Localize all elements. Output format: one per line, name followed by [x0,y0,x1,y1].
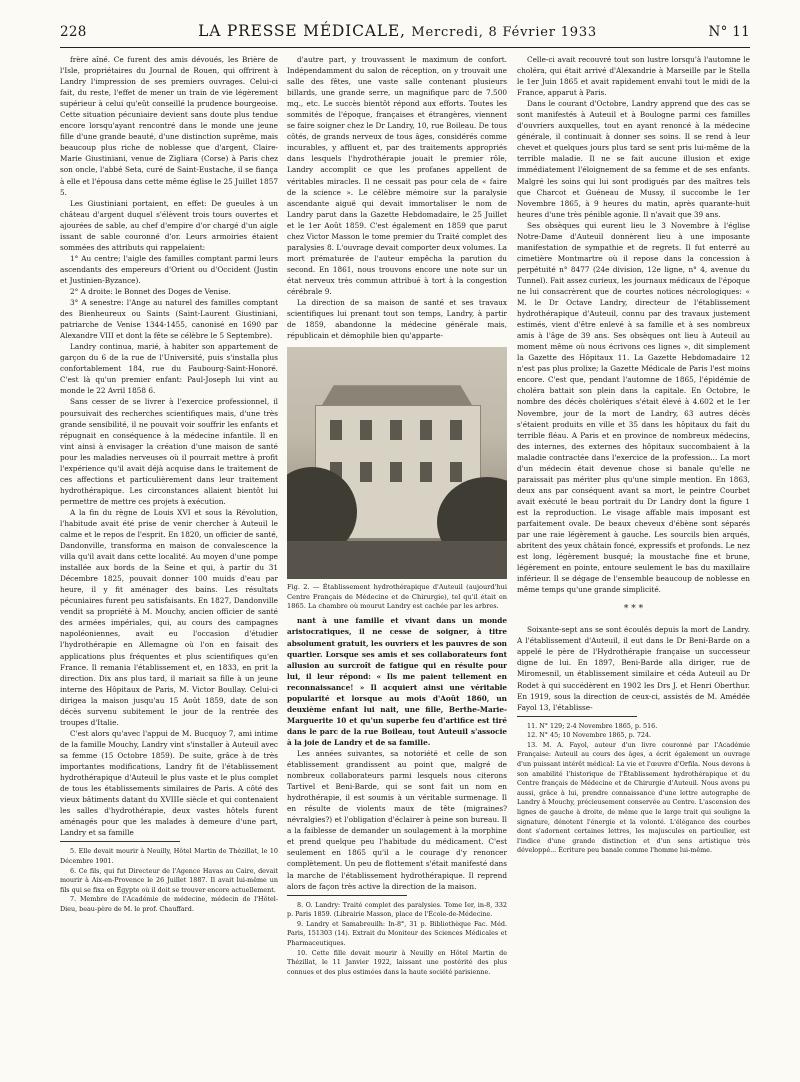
column-middle [287,54,507,1076]
paragraph: 2° A droite: le Bonnet des Doges de Venise. [70,286,231,296]
column-right-footnotes [517,722,750,856]
paragraph: 1° Au centre; l'aigle des familles comptant parmi leurs ascendants des empereurs d'Orient ou d'Occident (Justin et Justinien-Byzance). [60,253,278,285]
figure-caption: Fig. 2. — Établissement hydrothérapique d'Auteuil (aujourd'hui Centre Français de Médecine et de Chirurgie), tel qu'il était en 1865. La chambre où mourut Landry est cachée par les arbres. [287,583,507,611]
footnote: 8. O. Landry: Traité complet des paralysies. Tome Ier, in-8, 332 p. Paris 1859. (Librairie Masson, place de l'École-de-Médecine. [287,900,507,919]
journal-title [198,22,597,40]
column-middle-footnotes [287,901,507,978]
footnote: 7. Membre de l'Académie de médecine, médecin de l'Hôtel-Dieu, beau-père de M. le prof. Chauffard. [60,895,278,913]
issue-date: Mercredi, 8 Février 1933 [411,25,598,40]
paragraph: Landry continua, marié, à habiter son appartement de garçon du 6 de la rue de l'Université, puis s'installa plus confortablement 184, rue du Faubourg-Saint-Honoré. C'est là qu'un premier enfant: Paul-Joseph lui vint au monde le 22 Avril 1858 6. [60,342,278,396]
footnote-divider [60,841,180,842]
column-right-text [517,54,750,595]
paragraph: C'est alors qu'avec l'appui de M. Bucquoy 7, ami intime de la famille Mouchy, Landry vint s'installer à Auteuil avec sa femme (15 Octobre 1859). De suite, grâce à de très importantes modifications, Landry fit de l'établissement hydrothérapique d'Auteuil le plus vaste et le plus complet de tous les établissements similaires de Paris. A côté des vieux bâtiments datant du XVIIIe siècle et qui contenaient les salles d'hydrothérapie, deux vastes hôtels furent aménagés pour que les malades à demeure d'une part, Landry et sa famille [60,728,278,838]
header-divider [60,47,750,48]
paragraph: Soixante-sept ans se sont écoulés depuis la mort de Landry. A l'établissement d'Auteuil, il eut dans le Dr Beni-Barde on a appelé le père de l'Hydrothérapie française un successeur digne de lui. En 1897, Beni-Barde alla diriger, rue de Miromesnil, un établissement similaire et céda Auteuil au Dr Rodet à qui succédèrent en 1902 les Drs J. et Henri Oberthur. En 1919, sous la direction de ceux-ci, assistés de M. Amédée Fayol 13, l'établisse- [517,625,750,712]
paragraph: Celle-ci avait recouvré tout son lustre lorsqu'à l'automne le choléra, qui était arrivé d'Alexandrie à Marseille par le Stella le 1er Juin 1865 et avait rapidement envahi tout le midi de la France, apparut à Paris. [517,55,750,98]
page-number: 228 [60,24,87,40]
section-separator: * * * [623,604,644,615]
paragraph: A la fin du règne de Louis XVI et sous la Révolution, l'habitude avait été prise de venir chercher à Auteuil le calme et le repos de l'esprit. En 1820, un officier de santé, Dandonville, transforma en maison de convalescence la villa qu'il avait dans cette localité. Au moyen d'une pompe installée aux bords de la Seine et qui, à partir du 31 Décembre 1825, pouvait donner 100 muids d'eau par heure, il y fit aménager des bains. Les résultats pécuniaires furent peu satisfaisants. En 1827, Dandonville vendit sa propriété à M. Mouchy, ancien officier de santé des armées impériales, qui, au cours des campagnes napoléoniennes, avait eu l'occasion d'étudier l'hydrothérapie en Allemagne où l'on en faisait des applications plus fréquentes et plus scientifiques qu'en France. Il remania l'établissement et, en 1833, en prit la direction. Dix ans plus tard, il mariait sa fille à un jeune interne des Hôpitaux de Paris, M. Victor Boullay. Celui-ci dirigea la maison jusqu'au 15 Août 1859, date de son décès survenu subitement le jour de la rentrée des troupes d'Italie. [60,507,278,727]
paragraph: frère aîné. Ce furent des amis dévoués, les Brière de l'Isle, propriétaires du Journal de Rouen, qui offrirent à Landry l'impression de ses premiers ouvrages. Celui-ci fait, du reste, l'effet de mener un train de vie légèrement supérieur à celui qu'eût conseillé la prudence bourgeoise. Cette situation pécuniaire devient sans doute plus tendue encore lorsqu'ayant rencontré dans le monde une jeune fille d'une grande beauté, d'une distinction suprême, mais beaucoup plus riche de noblesse que d'argent, Claire-Marie Giustiniani, venue de Zigliara (Corse) à Paris chez son oncle, l'abbé Seta, curé de Saint-Eustache, il se fiança à elle et l'épousa dans cette même église le 25 Juillet 1857 5. [60,55,278,197]
column-middle-text [287,54,507,341]
footnote: 13. M. A. Fayol, auteur d'un livre couronné par l'Académie Française: Auteuil au cours des âges, a écrit également un ouvrage d'un puissant intérêt médical: La vie et l'œuvre d'Orfila. Nous devons à son amabilité l'historique de l'Établissement hydrothérapique et du Centre français de Médecine et de Chirurgie d'Auteuil. Nous avons pu aussi, grâce à lui, prendre connaissance d'une lettre autographe de Landry à Mouchy, précieusement conservée au Centre. L'ascension des lignes de gauche à droite, de même que le large trait qui souligne la signature, dénotent l'énergie et la volonté. L'élégance des courbes dont s'adornent certaines lettres, les majuscules en particulier, est l'indice d'une grande distinction et d'un sens artistique très développé... Écriture peu banale comme l'homme lui-même. [517,740,750,855]
column-middle-bold-text [287,615,507,748]
paragraph: Les années suivantes, sa notoriété et celle de son établissement grandissent au point que, malgré de nombreux collaborateurs parmi lesquels nous citerons Tartivel et Beni-Barde, qui se sont fait un nom en hydrothérapie, il est soumis à un véritable surmenage. Il en résulte de violents maux de tête (migraines? névralgies?) et l'obligation d'éclairer à peine son bureau. Il a la faiblesse de demander un soulagement à la morphine et prend quelque peu l'habitude du médicament. C'est seulement en 1865 qu'il a le courage d'y renoncer complètement. Un peu de flottement s'était manifesté dans la marche de l'établissement hydrothérapique. Il reprend alors de façon très active la direction de la maison. [287,749,507,891]
footnote: 10. Cette fille devait mourir à Neuilly en Hôtel Martin de Thézillat, le 11 Janvier 1922, laissant une postérité des plus connues et des plus estimées dans la haute société parisienne. [287,948,507,976]
footnote-divider [287,895,407,896]
footnote: 9. Landry et Samabreuilh: In-8°, 31 p. Bibliothèque Fac. Méd. Paris, 151303 (14). Extrait du Moniteur des Sciences Médicales et Pharmaceutiques. [287,919,507,947]
paragraph: Dans le courant d'Octobre, Landry apprend que des cas se sont manifestés à Auteuil et à Boulogne parmi ces familles d'ouvriers auxquelles, tout en ayant renoncé à la médecine générale, il continuait à donner ses soins. Il se rend à leur chevet et quelques jours plus tard se sent pris lui-même de la terrible maladie. Il ne se fait aucune illusion et exige immédiatement l'éloignement de sa femme et de ses enfants. Malgré les soins qui lui sont prodigués par des maîtres tels que Charcot et Guéneau de Mussy, il succombe le 1er Novembre 1865, à 9 heures du matin, après quarante-huit heures d'une très pénible agonie. Il n'avait que 39 ans. [517,99,750,219]
journal-name: LA PRESSE MÉDICALE, [198,22,406,40]
photo-ground [287,541,507,579]
paragraph: d'autre part, y trouvassent le maximum de confort. Indépendamment du salon de réception, on y trouvait une salle des fêtes, une vaste salle contenant plusieurs billards, une grande serre, un magnifique parc de 7.500 mq., etc. Le succès bientôt répond aux efforts. Toutes les sommités de l'époque, françaises et étrangères, viennent se faire soigner chez le Dr Landry, 10, rue Boileau. De tous côtés, de grands nerveux de tous âges, considérés comme incurables, y affluent et, par des traitements appropriés dans lesquels l'hydrothérapie jouait le premier rôle, Landry accomplit ce que les profanes appellent de véritables miracles. Il ne cessait pas pour cela de « faire de la science ». Le célèbre mémoire sur la paralysie ascendante aiguë qui devait immortaliser le nom de Landry parut dans la Gazette Hebdomadaire, le 25 Juillet et le 1er Août 1859. C'est également en 1859 que parut chez Victor Masson le tome premier du Traité complet des paralysies 8. L'ouvrage devait comporter deux volumes. La mort prématurée de l'auteur empêcha la parution du second. En 1861, nous trouvons encore une note sur un état nerveux très commun attribué à tort à la congestion cérébrale 9. [287,55,507,296]
issue-number: N° 11 [708,24,750,40]
paragraph: nant à une famille et vivant dans un monde aristocratiques, il ne cesse de soigner, à titre absolument gratuit, les ouvriers et les pauvres de son quartier. Lorsque ses amis et ses collaborateurs font allusion au surcroît de fatigue qui en résulte pour lui, il leur répond: « Ils me paient tellement en reconnaissance! » Il acquiert ainsi une véritable popularité et lorsque au mois d'Août 1860, un deuxième enfant lui nait, une fille, Berthe-Marie-Marguerite 10 et qu'un superbe feu d'artifice est tiré dans le parc de la rue Boileau, tout Auteuil s'associe à la joie de Landry et de sa famille. [287,616,507,747]
column-right [517,54,750,1076]
column-middle-text-2 [287,748,507,892]
footnote: 11. N° 129; 2-4 Novembre 1865, p. 516. [527,721,658,730]
column-left-text [60,54,278,838]
paragraph: La direction de sa maison de santé et ses travaux scientifiques lui prenant tout son temps, Landry, à partir de 1859, abandonne la médecine générale mais, républicain et démophile bien qu'apparte- [287,298,507,341]
footnote: 12. N° 45; 10 Novembre 1865, p. 724. [527,731,652,740]
column-left-footnotes [60,847,278,914]
establishment-photo [287,347,507,579]
footnote-divider [517,716,637,717]
paragraph: 3° A senestre: l'Ange au naturel des familles comptant des Bienheureux ou Saints (Saint-Laurent Giustiniani, patriarche de Venise 1344-1455, canonisé en 1690 par Alexandre VIII et dont la fête se célèbre le 5 Septembre). [60,298,278,341]
footnote: 5. Elle devait mourir à Neuilly, Hôtel Martin de Thézillat, le 10 Décembre 1901. [60,847,278,865]
paragraph: Les Giustiniani portaient, en effet: De gueules à un château d'argent duquel s'élèvent trois tours ouvertes et ajourées de sable, au chef d'empire d'or chargé d'un aigle issant de sable couronné d'or. Leurs armoiries étaient sommées des attributs qui rappelaient: [60,198,278,252]
figure-2 [287,347,507,611]
column-left [60,54,278,1076]
paragraph: Sans cesser de se livrer à l'exercice professionnel, il poursuivait des recherches scientifiques mais, d'une très grande sensibilité, il ne pouvait voir souffrir les enfants et répugnait en conséquence à la médecine infantile. Il en vint ainsi à envisager la création d'une maison de santé pour les maladies nerveuses où il pourrait mettre à profit l'expérience qu'il avait déjà acquise dans le traitement de ces affections et particulièrement dans leur traitement hydrothérapique. Les circonstances allaient bientôt lui permettre de mettre ces projets à exécution. [60,397,278,506]
paragraph: Ses obsèques qui eurent lieu le 3 Novembre à l'église Notre-Dame d'Auteuil donnèrent lieu à une imposante manifestation de sympathie et de regrets. Il fut enterré au cimetière Montmartre où il repose dans la concession à perpétuité n° 8477 (24e division, 12e ligne, n° 4, avenue du Tunnel). Fait assez curieux, les journaux médicaux de l'époque ne lui consacrèrent que de courtes notices nécrologiques: « M. le Dr Octave Landry, directeur de l'établissement hydrothérapique d'Auteuil, connu par des travaux justement estimés, vient d'être enlevé à sa famille et à ses nombreux amis à l'âge de 39 ans. Ses obsèques ont lieu à Auteuil au moment même où nous écrivons ces lignes », dit simplement la Gazette des Hôpitaux 11. La Gazette Hebdomadaire 12 n'est pas plus prolixe; la Gazette Médicale de Paris l'est moins encore. C'est que, pendant l'automne de 1865, l'épidémie de choléra battait son plein dans la capitale. En Octobre, le nombre des décès cholériques s'était élevé à 4.602 et le 1er Novembre, jour de la mort de Landry, 63 autres décès s'étaient produits en ville et 35 dans les hôpitaux du fait du terrible fléau. A Paris et en province de nombreux médecins, des internes, des externes des hôpitaux succombaient à la maladie contractée dans l'exercice de la profession... La mort d'un médecin était devenue chose si banale qu'elle ne paraissait pas mériter plus qu'une simple mention. En 1863, deux ans par conséquent avant sa mort, le peintre Courbet avait exécuté le beau portrait du Dr Landry dont la figure 1 est la reproduction. Le visage affable mais imposant est parfaitement ovale. De beaux cheveux d'ébène sont séparés par une raie légèrement à gauche. Les sourcils bien arqués, abritent des yeux châtain foncé, expressifs et profonds. Le nez est long, légèrement busqué; la moustache fine et brune, légèrement en pointe, entoure seulement le bas du maxillaire inférieur. Il se dégage de l'ensemble beaucoup de noblesse en même temps qu'une grande simplicité. [517,220,750,595]
running-header [60,22,750,44]
column-right-text-2 [517,624,750,712]
footnote: 6. Ce fils, qui fut Directeur de l'Agence Havas au Caire, devait mourir à Aix-en-Provence le 26 Juillet 1887. Il avait lui-même un fils qui se fixa en Égypte où il doit se trouver encore actuellement. [60,866,278,894]
